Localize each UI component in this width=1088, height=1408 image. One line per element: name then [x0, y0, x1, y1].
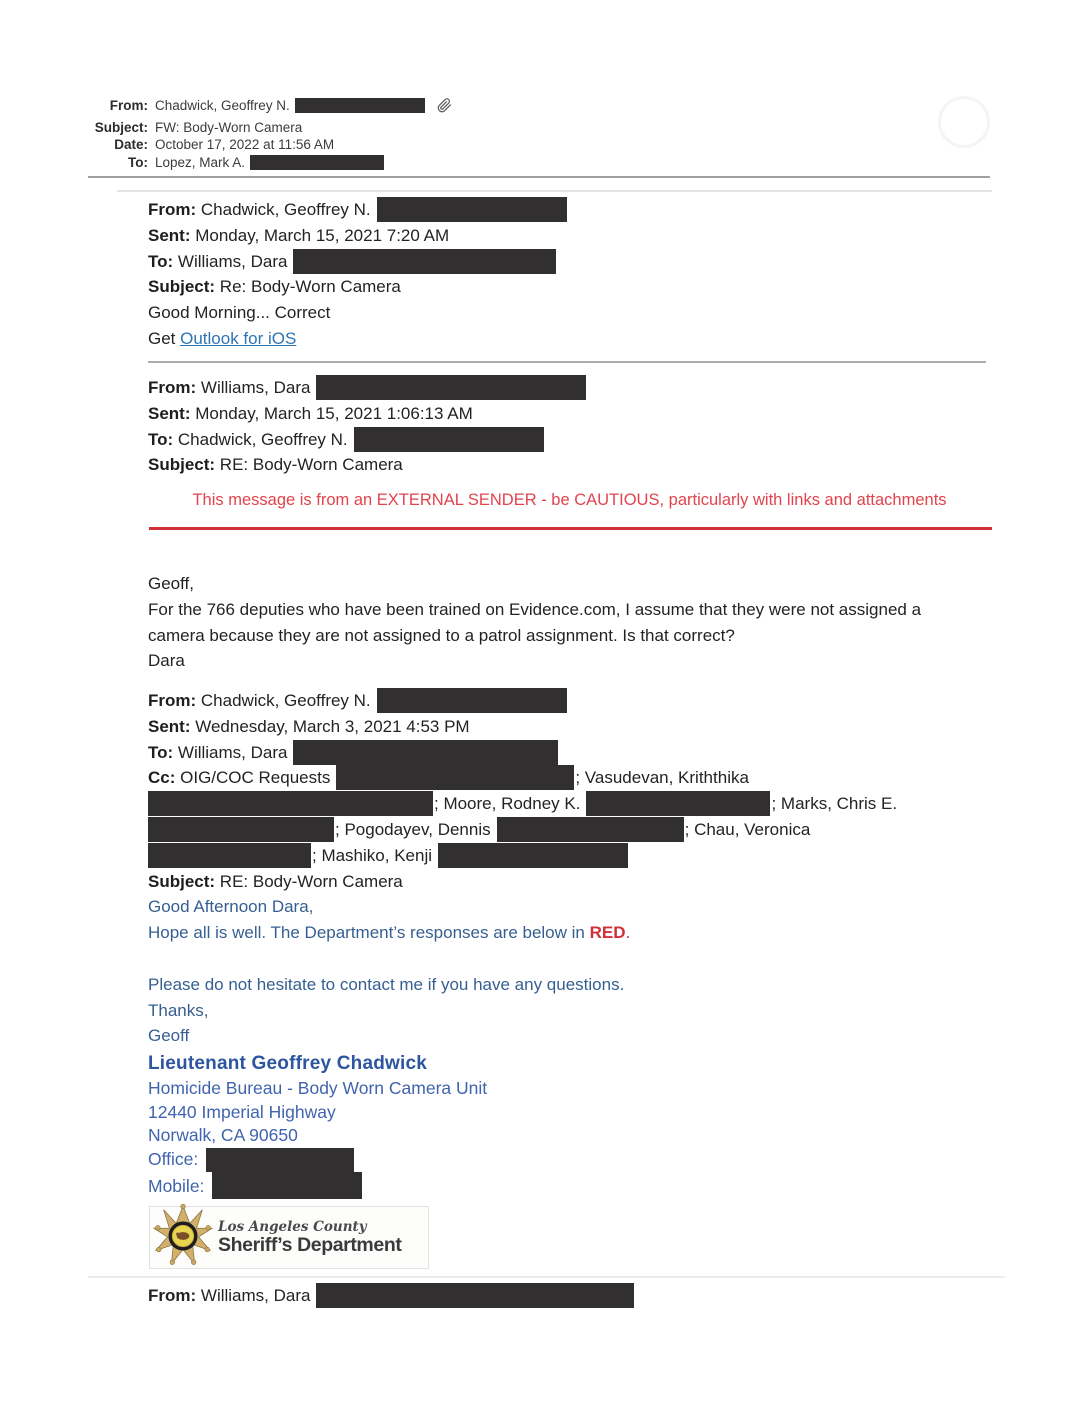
email-2-greeting: Geoff,: [148, 574, 194, 593]
header-date-value: October 17, 2022 at 11:56 AM: [155, 137, 335, 152]
redaction-bar: [377, 688, 567, 713]
email-2: [148, 375, 1000, 478]
redaction-bar: [148, 817, 334, 842]
lasd-department-text: Sheriff’s Department: [218, 1233, 402, 1256]
email-3-cc-line-3: ; Pogodayev, Dennis ; Chau, Veronica: [148, 817, 1000, 843]
lasd-logo: [149, 1206, 429, 1269]
email-1-get-line: Get Outlook for iOS: [148, 328, 297, 348]
email-1-subject: Subject: Re: Body-Worn Camera: [148, 277, 401, 297]
email-1-from: From: Chadwick, Geoffrey N.: [148, 197, 1000, 223]
email-2-subject: Subject: RE: Body-Worn Camera: [148, 455, 403, 475]
email-3: [148, 688, 1000, 1049]
email-2-sent: Sent: Monday, March 15, 2021 1:06:13 AM: [148, 403, 473, 423]
redaction-bar: [206, 1148, 354, 1172]
message-header: [0, 97, 560, 171]
header-to-row: [0, 154, 560, 172]
email-3-closing-1: Please do not hesitate to contact me if you have any questions.: [148, 974, 625, 994]
email-2-signoff: Dara: [148, 651, 185, 671]
email-3-greeting: Good Afternoon Dara,: [148, 897, 314, 917]
header-subject-value: FW: Body-Worn Camera: [155, 119, 303, 135]
blank-line: [148, 946, 1000, 972]
email-3-responses-line: Hope all is well. The Department’s responses are below in RED.: [148, 923, 631, 943]
red-divider-line: [149, 527, 992, 530]
signature-name: Lieutenant Geoffrey Chadwick: [148, 1053, 428, 1074]
email-4-from: From: Williams, Dara: [148, 1283, 634, 1309]
email-3-closing-3: Geoff: [148, 1026, 190, 1046]
email-3-sent: Sent: Wednesday, March 3, 2021 4:53 PM: [148, 716, 470, 736]
email-2-question: For the 766 deputies who have been trained on Evidence.com, I assume that they were not assigned a camera because they are not assigned to a patrol assignment. Is that correct?: [148, 599, 922, 645]
external-sender-warning: This message is from an EXTERNAL SENDER - be CAUTIOUS, particularly with links and attachments: [192, 491, 947, 509]
header-from-row: [0, 97, 560, 119]
redaction-bar: [250, 155, 384, 170]
signature-office: Office:: [148, 1148, 748, 1172]
email-1-to: To: Williams, Dara: [148, 249, 1000, 275]
redaction-bar: [293, 249, 556, 274]
header-subject-row: [0, 119, 560, 137]
sheriff-star-icon: [152, 1204, 214, 1271]
paperclip-icon: [437, 97, 452, 119]
redaction-bar: [316, 375, 586, 400]
email-1: [148, 197, 1000, 352]
redaction-bar: [148, 791, 433, 816]
signature-city: Norwalk, CA 90650: [148, 1125, 298, 1146]
redaction-bar: [316, 1283, 634, 1308]
email-3-closing-2: Thanks,: [148, 1000, 209, 1020]
divider-line: [88, 176, 990, 178]
redaction-bar: [295, 98, 425, 113]
email-3-subject: Subject: RE: Body-Worn Camera: [148, 871, 403, 891]
email-3-from: From: Chadwick, Geoffrey N.: [148, 688, 1000, 714]
email-3-to: To: Williams, Dara: [148, 740, 1000, 766]
lasd-logo-text: [218, 1220, 401, 1256]
divider-line: [117, 190, 992, 192]
email-2-from: From: Williams, Dara: [148, 375, 1000, 401]
redaction-bar: [336, 765, 574, 790]
divider-line: [88, 1276, 1005, 1278]
signature-unit: Homicide Bureau - Body Worn Camera Unit: [148, 1078, 488, 1098]
email-1-body: Good Morning... Correct: [148, 303, 331, 323]
email-3-cc-line-4: ; Mashiko, Kenji: [148, 843, 1000, 869]
email-2-to: To: Chadwick, Geoffrey N.: [148, 427, 1000, 453]
outlook-ios-link[interactable]: Outlook for iOS: [180, 328, 297, 348]
redaction-bar: [586, 791, 770, 816]
email-1-sent: Sent: Monday, March 15, 2021 7:20 AM: [148, 225, 450, 245]
header-date-label: Date:: [114, 137, 148, 152]
header-subject-label: Subject:: [94, 119, 148, 135]
email-2-body: [148, 571, 958, 674]
header-to-label: To:: [128, 154, 148, 170]
red-emphasis: RED: [589, 923, 626, 943]
header-date-row: [0, 136, 560, 154]
signature-block: [148, 1050, 748, 1199]
divider-line: [148, 361, 986, 363]
redaction-bar: [354, 427, 544, 452]
redaction-bar: [148, 843, 311, 868]
redaction-bar: [497, 817, 684, 842]
email-3-cc-line-2: ; Moore, Rodney K. ; Marks, Chris E.: [148, 791, 1000, 817]
email-3-cc-line-1: Cc: OIG/COC Requests ; Vasudevan, Kriththika: [148, 765, 1000, 791]
redaction-bar: [212, 1172, 362, 1199]
redaction-bar: [293, 740, 558, 765]
signature-street: 12440 Imperial Highway: [148, 1101, 336, 1122]
redaction-bar: [377, 197, 567, 222]
header-to-value: Lopez, Mark A.: [155, 154, 384, 172]
header-from-value: Chadwick, Geoffrey N.: [155, 97, 452, 119]
faint-stamp-circle: [938, 96, 990, 148]
header-from-label: From:: [109, 98, 148, 113]
lasd-county-text: Los Angeles County: [218, 1218, 367, 1235]
signature-mobile: Mobile:: [148, 1172, 748, 1199]
redaction-bar: [438, 843, 628, 868]
